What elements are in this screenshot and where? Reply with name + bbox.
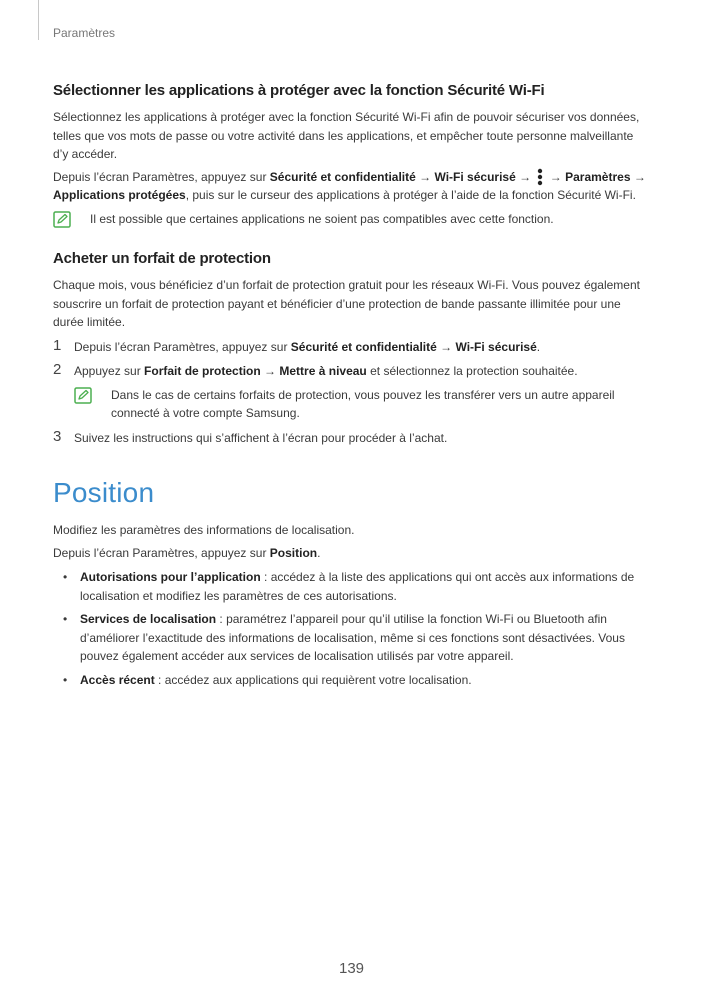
path-position: Position — [269, 545, 318, 560]
wifi-apps-path — [53, 168, 648, 205]
step-arrow: → — [260, 364, 280, 378]
step-number: 1 — [53, 336, 62, 354]
step-text: . — [536, 339, 541, 354]
step-text: Suivez les instructions qui s’affichent à l’écran pour procéder à l’achat. — [74, 430, 448, 445]
path-protected-apps: Applications protégées — [53, 188, 186, 202]
step-number: 2 — [53, 361, 62, 378]
note-text: Il est possible que certaines applications ne soient pas compatibles avec cette fonction. — [90, 211, 554, 226]
list-item — [53, 671, 648, 690]
note-pencil-icon — [53, 211, 71, 228]
running-header: Paramètres — [53, 26, 116, 40]
step-text: Appuyez sur — [74, 364, 145, 378]
path-text: , puis sur le curseur des applications à protéger à l’aide de la fonction Sécurité Wi-Fi. — [185, 188, 636, 202]
note-pencil-icon — [74, 387, 92, 404]
path-security-privacy: Sécurité et confidentialité — [269, 169, 416, 184]
option-desc: : accédez à la liste des applications qui ont accès aux informations de localisation et modifiez les paramètres de ces autorisations. — [80, 570, 635, 603]
step-secure-wifi: Wi-Fi sécurisé — [455, 339, 537, 354]
step-arrow: → — [436, 339, 456, 354]
list-item — [53, 568, 648, 605]
step-text: et sélectionnez la protection souhaitée. — [366, 364, 578, 378]
position-intro: Modifiez les paramètres des informations de localisation. — [53, 523, 355, 537]
path-secure-wifi: Wi-Fi sécurisé — [434, 169, 516, 184]
note-text: Dans le cas de certains forfaits de protection, vous pouvez les transférer vers un autre appareil connecté à votre compte Samsung. — [111, 387, 615, 420]
path-text: Depuis l’écran Paramètres, appuyez sur — [53, 169, 270, 184]
step-number: 3 — [53, 427, 62, 445]
path-settings: Paramètres — [565, 169, 631, 184]
more-options-icon — [536, 168, 544, 186]
wifi-apps-title: Sélectionner les applications à protéger avec la fonction Sécurité Wi-Fi — [53, 82, 545, 99]
path-arrow: → — [515, 169, 535, 184]
page-number: 139 — [338, 960, 365, 977]
page-content — [53, 82, 648, 694]
option-term: Accès récent — [80, 672, 155, 687]
path-text: . — [317, 545, 321, 560]
path-text: Depuis l’écran Paramètres, appuyez sur — [53, 545, 270, 560]
option-term: Services de localisation — [80, 612, 217, 626]
position-options-list — [53, 568, 648, 689]
step-upgrade: Mettre à niveau — [279, 364, 367, 378]
protection-plan-title: Acheter un forfait de protection — [53, 250, 271, 267]
path-arrow: → — [546, 169, 566, 184]
step-text: Depuis l’écran Paramètres, appuyez sur — [74, 339, 291, 354]
step-security-privacy: Sécurité et confidentialité — [290, 339, 437, 354]
step-protection-plan: Forfait de protection — [144, 364, 261, 378]
step-1 — [53, 338, 648, 357]
page-edge-line — [38, 0, 39, 40]
list-item — [53, 610, 648, 666]
position-title: Position — [53, 477, 155, 508]
wifi-apps-note — [53, 210, 648, 229]
protection-plan-intro: Chaque mois, vous bénéficiez d’un forfait de protection gratuit pour les réseaux Wi-Fi. Vous pouvez également souscrire un forfait de protection payant et bénéficier d’une protection de bande passante illimitée pour une durée limitée. — [53, 278, 640, 329]
option-desc: : accédez aux applications qui requièrent votre localisation. — [154, 672, 472, 687]
step-3 — [53, 429, 648, 448]
bullet-dot: • — [63, 570, 68, 584]
step-2-note — [74, 386, 648, 423]
wifi-apps-intro: Sélectionnez les applications à protéger avec la fonction Sécurité Wi-Fi afin de pouvoir sécuriser vos données, telles que vos mots de passe ou votre activité dans les applications, et empêcher toute personne malveillante d’y accéder. — [53, 110, 640, 161]
option-desc: : paramétrez l’appareil pour qu’il utilise la fonction Wi-Fi ou Bluetooth afin d’améliorer l’exactitude des informations de localisation, même si ces fonctions sont désactivées. Vous pouvez également accéder aux services de localisation utilisés par votre appareil. — [80, 612, 625, 663]
path-arrow: → — [630, 169, 646, 184]
path-arrow: → — [415, 169, 435, 184]
option-term: Autorisations pour l’application — [80, 570, 261, 584]
position-path — [53, 544, 648, 563]
bullet-dot: • — [63, 612, 68, 626]
bullet-dot: • — [63, 672, 68, 687]
step-2 — [53, 362, 648, 423]
